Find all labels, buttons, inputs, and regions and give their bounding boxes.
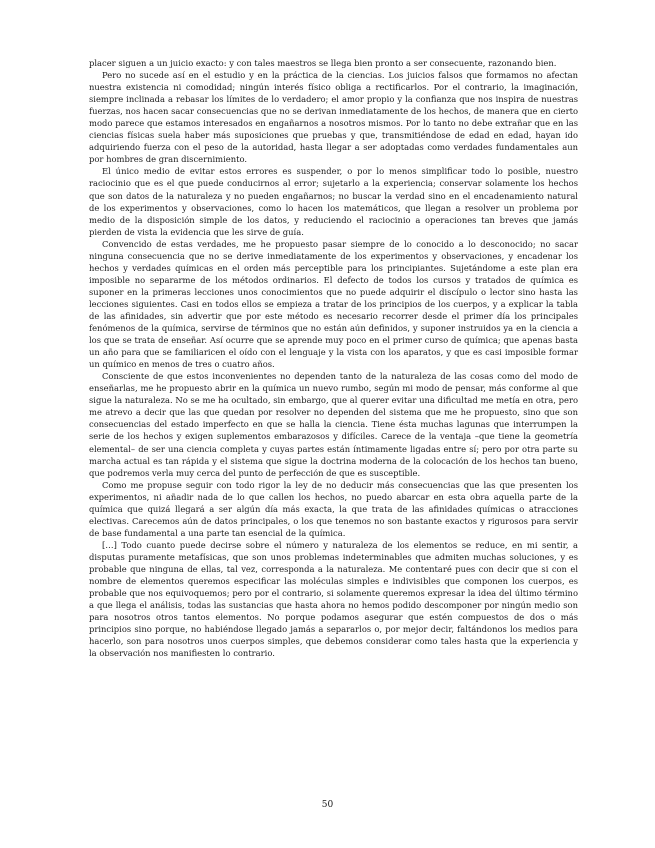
document-body bbox=[89, 57, 578, 659]
paragraph-5: Consciente de que estos inconvenientes no dependen tanto de la naturaleza de las cosas como del modo de enseñarlas, me he propuesto abrir en la química un nuevo rumbo, según mi modo de pensar, más conforme al que sigue la naturaleza. No se me ha ocultado, sin embargo, que al querer evitar una dificultad me metía en otra, pero me atrevo a decir que las que quedan por resolver no dependen del sistema que me he propuesto, sino que son consecuencias del estado imperfecto en que se halla la ciencia. Tiene ésta muchas lagunas que interrumpen la serie de los hechos y exigen suplementos embarazosos y difíciles. Carece de la ventaja –que tiene la geometría elemental– de ser una ciencia completa y cuyas partes están íntimamente ligadas entre sí; pero por otra parte su marcha actual es tan rápida y el sistema que sigue la doctrina moderna de la colocación de los hechos tan bueno, que podremos verla muy cerca del punto de perfección de que es susceptible. bbox=[89, 371, 578, 478]
paragraph-7: […] Todo cuanto puede decirse sobre el número y naturaleza de los elementos se reduce, en mi sentir, a disputas puramente metafísicas, que son unos problemas indeterminables que admiten muchas soluciones, y es probable que ninguna de ellas, tal vez, corresponda a la naturaleza. Me contentaré pues con decir que si con el nombre de elementos queremos especificar las moléculas simples e indivisibles que componen los cuerpos, es probable que nos equivoquemos; pero por el contrario, si solamente queremos expresar la idea del último término a que llega el análisis, todas las sustancias que hasta ahora no hemos podido descomponer por ningún medio son para nosotros otros tantos elementos. No porque podamos asegurar que estén compuestos de dos o más principios sino porque, no habiéndose llegado jamás a separarlos o, por mejor decir, faltándonos los medios para hacerlo, son para nosotros unos cuerpos simples, que debemos considerar como tales hasta que la experiencia y la observación nos manifiesten lo contrario. bbox=[89, 539, 578, 659]
paragraph-4: Convencido de estas verdades, me he propuesto pasar siempre de lo conocido a lo desconocido; no sacar ninguna consecuencia que no se derive inmediatamente de los experimentos y observaciones, y encadenar los hechos y verdades químicas en el orden más perceptible para los principiantes. Sujetándome a este plan era imposible no separarme de los métodos ordinarios. El defecto de todos los cursos y tratados de química es suponer en la primeras lecciones unos conocimientos que no puede adquirir el discípulo o lector sino hasta las lecciones siguientes. Casi en todos ellos se empieza a tratar de los principios de los cuerpos, y a explicar la tabla de las afinidades, sin advertir que por este método es necesario recorrer desde el primer día los principales fenómenos de la química, servirse de términos que no están aún definidos, y suponer instruidos ya en la ciencia a los que se trata de enseñar. Así ocurre que se aprende muy poco en el primer curso de química; que apenas basta un año para que se familiaricen el oído con el lenguaje y la vista con los aparatos, y que es casi imposible formar un químico en menos de tres o cuatro años. bbox=[89, 238, 578, 370]
paragraph-1: placer siguen a un juicio exacto: y con tales maestros se llega bien pronto a ser consecuente, razonando bien. bbox=[89, 58, 557, 68]
page-number: 50 bbox=[321, 800, 334, 810]
paragraph-6: Como me propuse seguir con todo rigor la ley de no deducir más consecuencias que las que presenten los experimentos, ni añadir nada de lo que callen los hechos, no puedo abarcar en esta obra aquella parte de la química que quizá llegará a ser algún día más exacta, la que trata de las afinidades químicas o atracciones electivas. Carecemos aún de datos principales, o los que tenemos no son bastante exactos y rigurosos para servir de base fundamental a una parte tan esencial de la química. bbox=[89, 479, 578, 538]
paragraph-3: El único medio de evitar estos errores es suspender, o por lo menos simplificar todo lo posible, nuestro raciocinio que es el que puede conducirnos al error; sujetarlo a la experiencia; conservar solamente los hechos que son datos de la naturaleza y no pueden engañarnos; no buscar la verdad sino en el encadenamiento natural de los experimentos y observaciones, como lo hacen los matemáticos, que llegan a resolver un problema por medio de la disposición simple de los datos, y reduciendo el raciocinio a operaciones tan breves que jamás pierden de vista la evidencia que les sirve de guía. bbox=[89, 166, 578, 237]
paragraph-2: Pero no sucede así en el estudio y en la práctica de la ciencias. Los juicios falsos que formamos no afectan nuestra existencia ni comodidad; ningún interés físico obliga a rectificarlos. Por el contrario, la imaginación, siempre inclinada a rebasar los límites de lo verdadero; el amor propio y la confianza que nos inspira de nuestras fuerzas, nos hacen sacar consecuencias que no se derivan inmediatamente de los hechos, de manera que en cierto modo parece que estamos interesados en engañarnos a nosotros mismos. Por lo tanto no debe extrañar que en las ciencias físicas suela haber más suposiciones que pruebas y que, transmitiéndose de edad en edad, hayan ido adquiriendo fuerza con el peso de la autoridad, hasta llegar a ser adoptadas como verdades fundamentales aun por hombres de gran discernimiento. bbox=[89, 70, 578, 165]
